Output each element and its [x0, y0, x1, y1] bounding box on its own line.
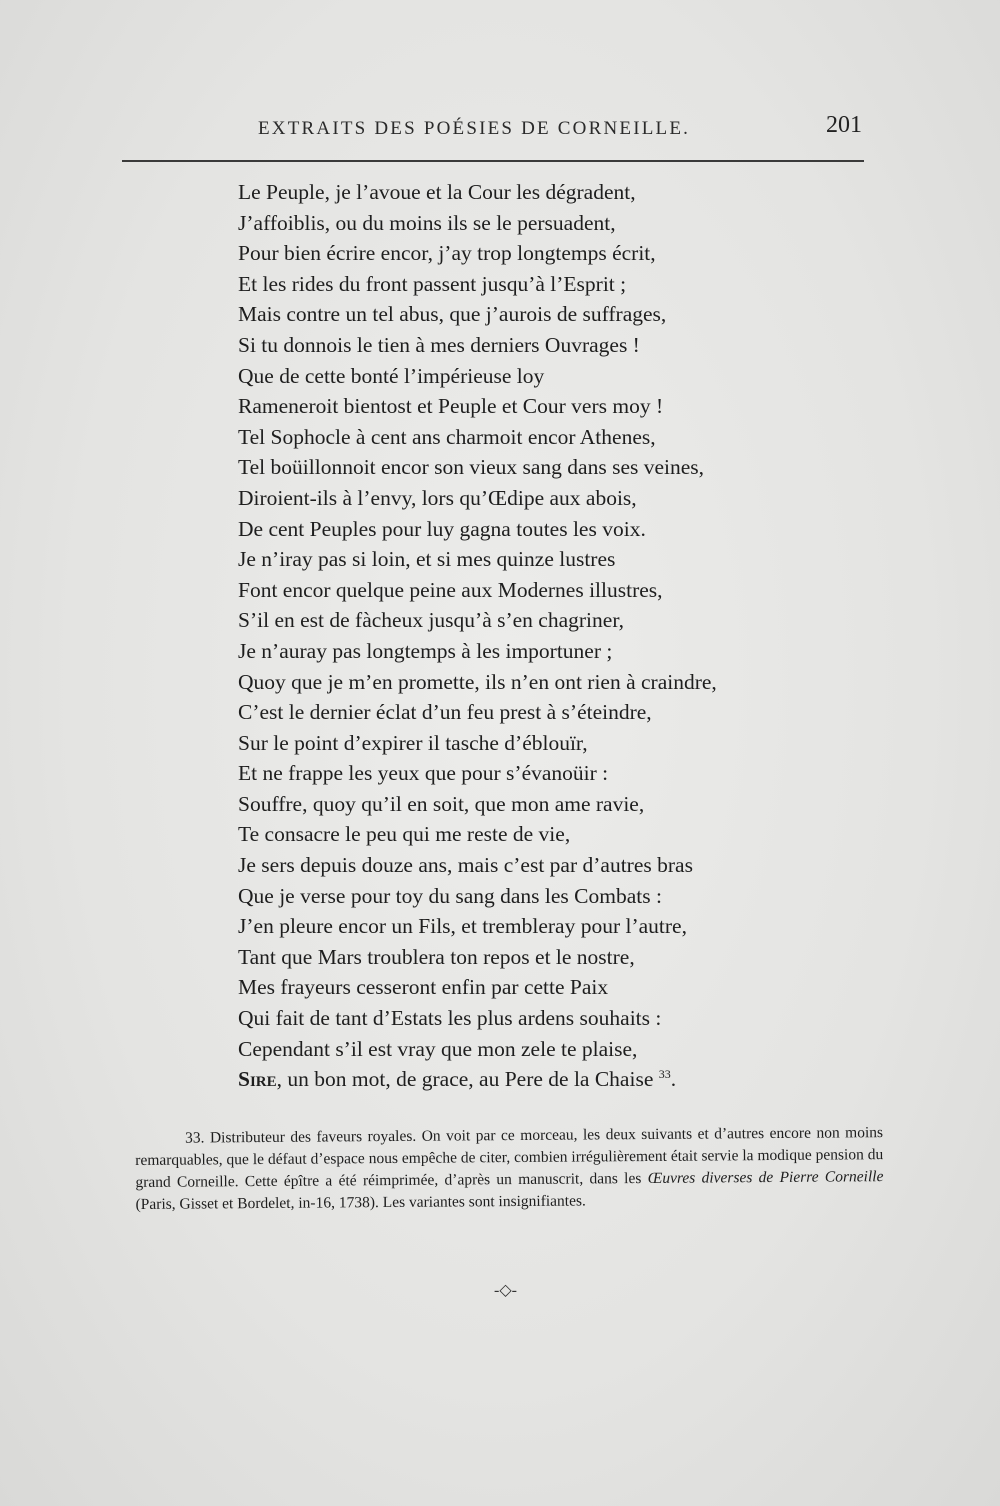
verse-line: Cependant s’il est vray que mon zele te plaise,	[238, 1036, 638, 1061]
footnote-reference: 33	[658, 1067, 671, 1082]
verse-line: Pour bien écrire encor, j’ay trop longtemps écrit,	[238, 241, 656, 266]
verse-end: .	[670, 1067, 677, 1092]
verse-line: C’est le dernier éclat d’un feu prest à s’éteindre,	[238, 700, 652, 725]
verse-line: Je sers depuis douze ans, mais c’est par d’autres bras	[238, 853, 693, 878]
verse-line: Mes frayeurs cesseront enfin par cette Paix	[238, 975, 609, 1000]
verse-line: De cent Peuples pour luy gagna toutes les voix.	[238, 516, 646, 541]
verse-line: Diroient-ils à l’envy, lors qu’Œdipe aux abois,	[238, 485, 637, 510]
verse-line: S’il en est de fàcheux jusqu’à s’en chagriner,	[238, 608, 624, 633]
page-number: 201	[826, 112, 862, 138]
verse-line: Quoy que je m’en promette, ils n’en ont rien à craindre,	[238, 669, 717, 694]
sire-word: Sire	[238, 1067, 277, 1092]
verse-line: Mais contre un tel abus, que j’aurois de suffrages,	[238, 302, 667, 327]
header-rule	[122, 160, 864, 162]
end-ornament: -◇-	[494, 1282, 517, 1299]
verse-line: Que de cette bonté l’impérieuse loy	[238, 363, 545, 388]
verse-line: Je n’iray pas si loin, et si mes quinze lustres	[238, 547, 616, 572]
verse-line: Si tu donnois le tien à mes derniers Ouvrages !	[238, 332, 640, 357]
verse-line: Que je verse pour toy du sang dans les Combats :	[238, 883, 662, 908]
footnote-text-part: (Paris, Gisset et Bordelet, in-16, 1738). Les variantes sont insignifiantes.	[135, 1192, 586, 1213]
verse-line: Le Peuple, je l’avoue et la Cour les dégradent,	[238, 180, 636, 204]
verse-line: J’affoiblis, ou du moins ils se le persuadent,	[238, 210, 616, 235]
verse-line: Et ne frappe les yeux que pour s’évanoüir :	[238, 761, 609, 786]
verse-line: Tel boüillonnoit encor son vieux sang dans ses veines,	[238, 455, 705, 480]
verse-line-last	[238, 1064, 798, 1095]
verse-line: Rameneroit bientost et Peuple et Cour vers moy !	[238, 394, 664, 419]
poem	[238, 177, 798, 1095]
verse-text: , un bon mot, de grace, au Pere de la Chaise	[276, 1067, 659, 1092]
verse-line: Sur le point d’expirer il tasche d’éblouïr,	[238, 730, 588, 755]
verse-line: J’en pleure encor un Fils, et trembleray pour l’autre,	[238, 914, 687, 939]
verse-line: Et les rides du front passent jusqu’à l’Esprit ;	[238, 271, 627, 296]
verse-line: Te consacre le peu qui me reste de vie,	[238, 822, 571, 847]
footnote	[135, 1122, 884, 1216]
running-title: EXTRAITS DES POÉSIES DE CORNEILLE.	[258, 118, 691, 139]
footnote-italic-title: Œuvres diverses de Pierre Corneille	[647, 1168, 884, 1187]
footnote-text-part: 33. Distributeur des faveurs royales. On voit par ce morceau, les deux suivants et d’autres encore non moins remarquables, que le défaut d’espace nous empêche de citer, combien irrégulièrement était servie la modique pension du grand Corneille. Cette épître a été réimprimée, d’après un manuscrit, dans les	[135, 1124, 884, 1191]
verse-line: Souffre, quoy qu’il en soit, que mon ame ravie,	[238, 791, 645, 816]
verse-line: Tant que Mars troublera ton repos et le nostre,	[238, 944, 635, 969]
verse-line: Je n’auray pas longtemps à les importuner ;	[238, 638, 613, 663]
verse-line: Tel Sophocle à cent ans charmoit encor Athenes,	[238, 424, 656, 449]
verse-line: Font encor quelque peine aux Modernes illustres,	[238, 577, 663, 602]
footnote-text	[135, 1122, 884, 1216]
verse-line: Qui fait de tant d’Estats les plus ardens souhaits :	[238, 1006, 662, 1031]
